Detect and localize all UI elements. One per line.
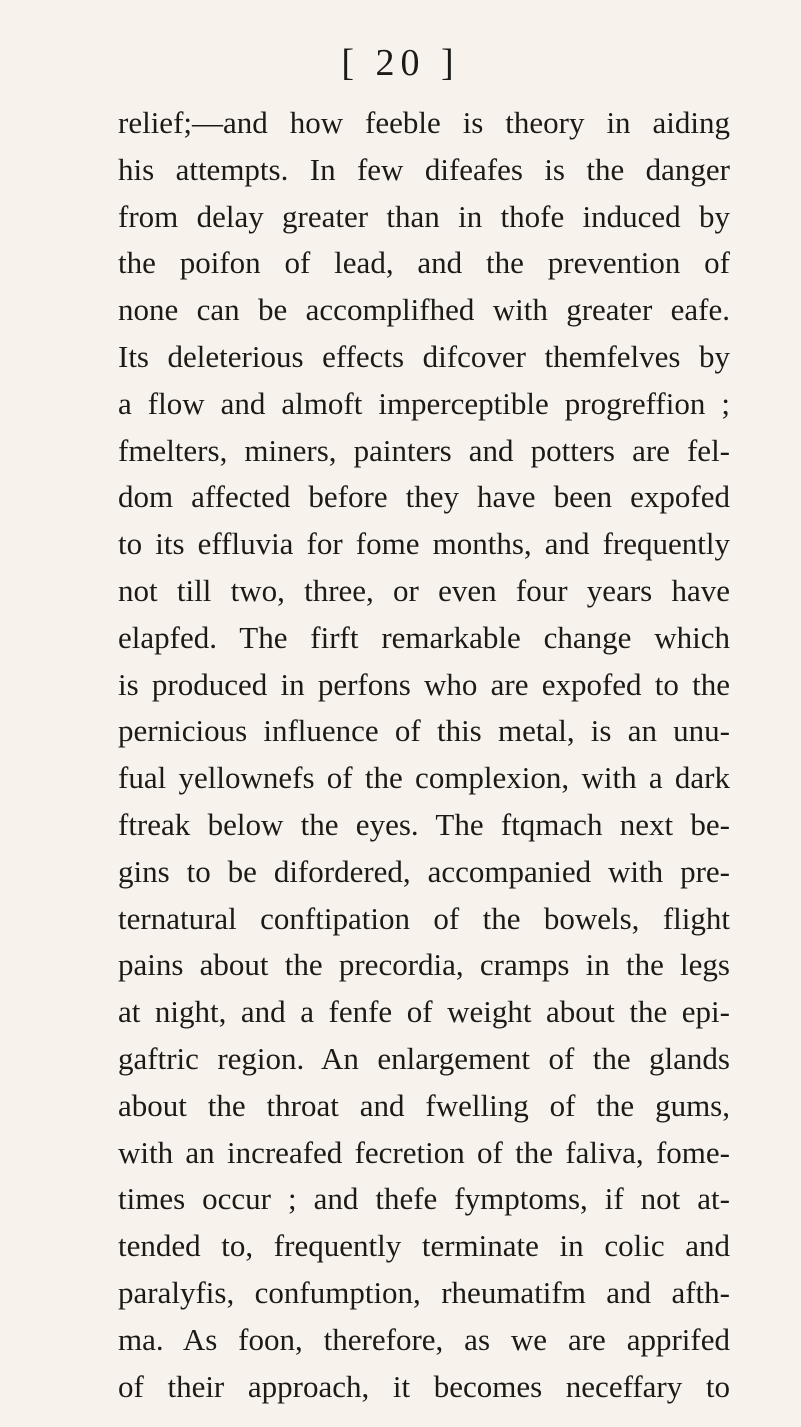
- text-line: times occur ; and thefe fymptoms, if not at-: [118, 1181, 730, 1217]
- text-line: elapfed. The firft remarkable change which: [118, 619, 730, 655]
- text-line: gaftric region. An enlargement of the glands: [118, 1040, 730, 1076]
- text-line: dom affected before they have been expofed: [118, 479, 730, 515]
- page-number-header: [ 20 ]: [341, 42, 460, 84]
- text-line: tended to, frequently terminate in colic and: [118, 1228, 730, 1264]
- text-line: ternatural conftipation of the bowels, flight: [118, 900, 730, 936]
- text-line: is produced in perfons who are expofed to the: [118, 666, 730, 702]
- text-line: gins to be difordered, accompanied with pre-: [118, 853, 730, 889]
- text-line: not till two, three, or even four years have: [118, 572, 730, 608]
- text-line: the poifon of lead, and the prevention of: [118, 245, 730, 281]
- text-line: paralyfis, confumption, rheumatifm and afth-: [118, 1274, 730, 1310]
- text-line: a flow and almoft imperceptible progreffion ;: [118, 385, 730, 421]
- text-line: his attempts. In few difeafes is the danger: [118, 151, 730, 187]
- body-text: [118, 100, 730, 1410]
- text-line: fual yellownefs of the complexion, with a dark: [118, 760, 730, 796]
- text-line: ma. As foon, therefore, as we are apprifed: [118, 1321, 730, 1357]
- text-line: ftreak below the eyes. The ftqmach next be-: [118, 806, 730, 842]
- text-line: none can be accomplifhed with greater eafe.: [118, 292, 730, 328]
- text-line: relief;—and how feeble is theory in aiding: [118, 105, 730, 140]
- text-line: at night, and a fenfe of weight about the epi-: [118, 994, 730, 1030]
- text-line: about the throat and fwelling of the gums,: [118, 1087, 730, 1123]
- text-line: Its deleterious effects difcover themfelves by: [118, 338, 730, 374]
- text-line: from delay greater than in thofe induced by: [118, 198, 730, 234]
- text-line: pains about the precordia, cramps in the legs: [118, 947, 730, 983]
- text-line: with an increafed fecretion of the faliva, fome-: [118, 1134, 730, 1170]
- text-line: fmelters, miners, painters and potters are fel-: [118, 432, 730, 468]
- text-line: of their approach, it becomes neceffary to: [118, 1368, 730, 1404]
- text-line: to its effluvia for fome months, and frequently: [118, 526, 730, 562]
- text-line: pernicious influence of this metal, is an unu-: [118, 713, 730, 749]
